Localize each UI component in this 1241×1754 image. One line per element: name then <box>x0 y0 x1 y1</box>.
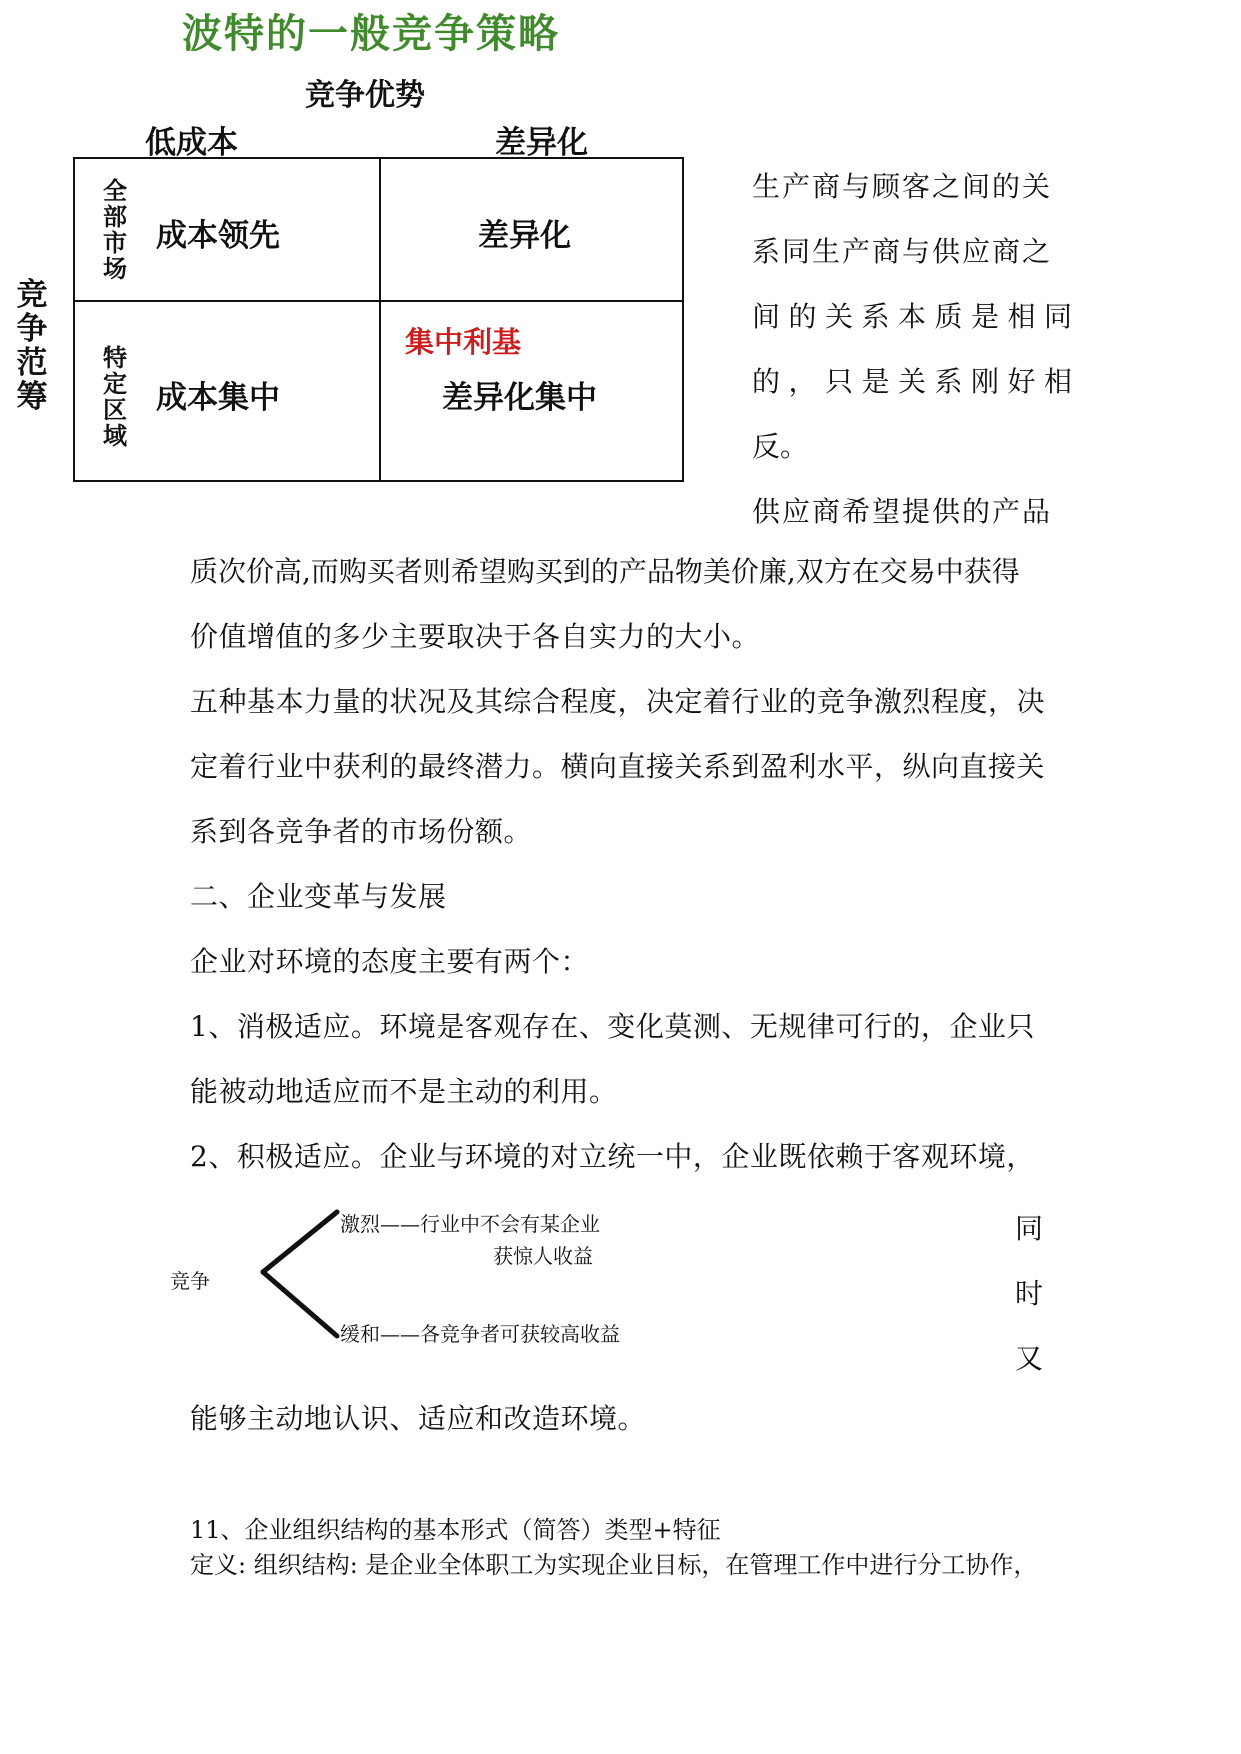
body-line: 质次价高,而购买者则希望购买到的产品物美价廉,双方在交易中获得 <box>190 555 1020 588</box>
branch-lines <box>255 1208 345 1340</box>
cell-cost-leadership: 成本领先 <box>156 218 280 254</box>
cell-differentiation-focus: 差异化集中 <box>442 380 597 416</box>
side-text-line: 反。 <box>752 430 809 463</box>
competitive-advantage-label: 竞争优势 <box>305 78 425 113</box>
differentiation-column-label: 差异化 <box>495 125 588 161</box>
body-line: 五种基本力量的状况及其综合程度，决定着行业的竞争激烈程度，决 <box>190 685 1046 718</box>
competitive-scope-label: 竞争范筹 <box>16 277 48 415</box>
section-heading: 二、企业变革与发展 <box>190 880 447 913</box>
side-text-line: 间的关系本质是相同 <box>752 300 1081 333</box>
body-vertical-char: 又 <box>1015 1342 1044 1375</box>
strategy-matrix <box>73 157 684 482</box>
body-vertical-char: 同 <box>1015 1212 1044 1245</box>
body-line: 定着行业中获利的最终潜力。横向直接关系到盈利水平，纵向直接关 <box>190 750 1046 783</box>
body-line: 1、消极适应。环境是客观存在、变化莫测、无规律可行的，企业只 <box>190 1010 1035 1043</box>
side-text-line: 的，只是关系刚好相 <box>752 365 1081 398</box>
page-title: 波特的一般竞争策略 <box>182 11 560 57</box>
body-line: 企业对环境的态度主要有两个： <box>190 945 590 978</box>
whole-market-row-label: 全部市场 <box>103 177 127 283</box>
diagram-branch-intense-continued: 获惊人收益 <box>493 1244 593 1268</box>
body-line: 2、积极适应。企业与环境的对立统一中，企业既依赖于客观环境， <box>190 1140 1035 1173</box>
cell-differentiation: 差异化 <box>478 218 571 254</box>
section-11-heading: 11、企业组织结构的基本形式（简答）类型+特征 <box>190 1516 721 1544</box>
body-vertical-char: 时 <box>1015 1277 1044 1310</box>
side-text-line: 系同生产商与供应商之 <box>752 235 1053 268</box>
specific-region-row-label: 特定区域 <box>103 344 127 450</box>
body-line: 价值增值的多少主要取决于各自实力的大小。 <box>190 620 761 653</box>
side-text-line: 生产商与顾客之间的关 <box>752 170 1053 203</box>
cell-cost-focus: 成本集中 <box>156 380 280 416</box>
matrix-horizontal-divider <box>75 300 682 302</box>
diagram-root-label: 竞争 <box>170 1269 210 1293</box>
low-cost-column-label: 低成本 <box>145 125 238 161</box>
section-11-definition: 定义: 组织结构: 是企业全体职工为实现企业目标，在管理工作中进行分工协作， <box>190 1551 1038 1579</box>
body-line: 能被动地适应而不是主动的利用。 <box>190 1075 618 1108</box>
diagram-branch-intense: 激烈——行业中不会有某企业 <box>340 1212 600 1236</box>
body-line: 系到各竞争者的市场份额。 <box>190 815 533 848</box>
diagram-branch-mild: 缓和——各竞争者可获较高收益 <box>340 1322 620 1346</box>
body-line: 能够主动地认识、适应和改造环境。 <box>190 1402 647 1435</box>
side-text-line: 供应商希望提供的产品 <box>752 495 1053 528</box>
matrix-vertical-divider <box>379 159 381 480</box>
cell-focus-niche: 集中利基 <box>405 325 522 359</box>
